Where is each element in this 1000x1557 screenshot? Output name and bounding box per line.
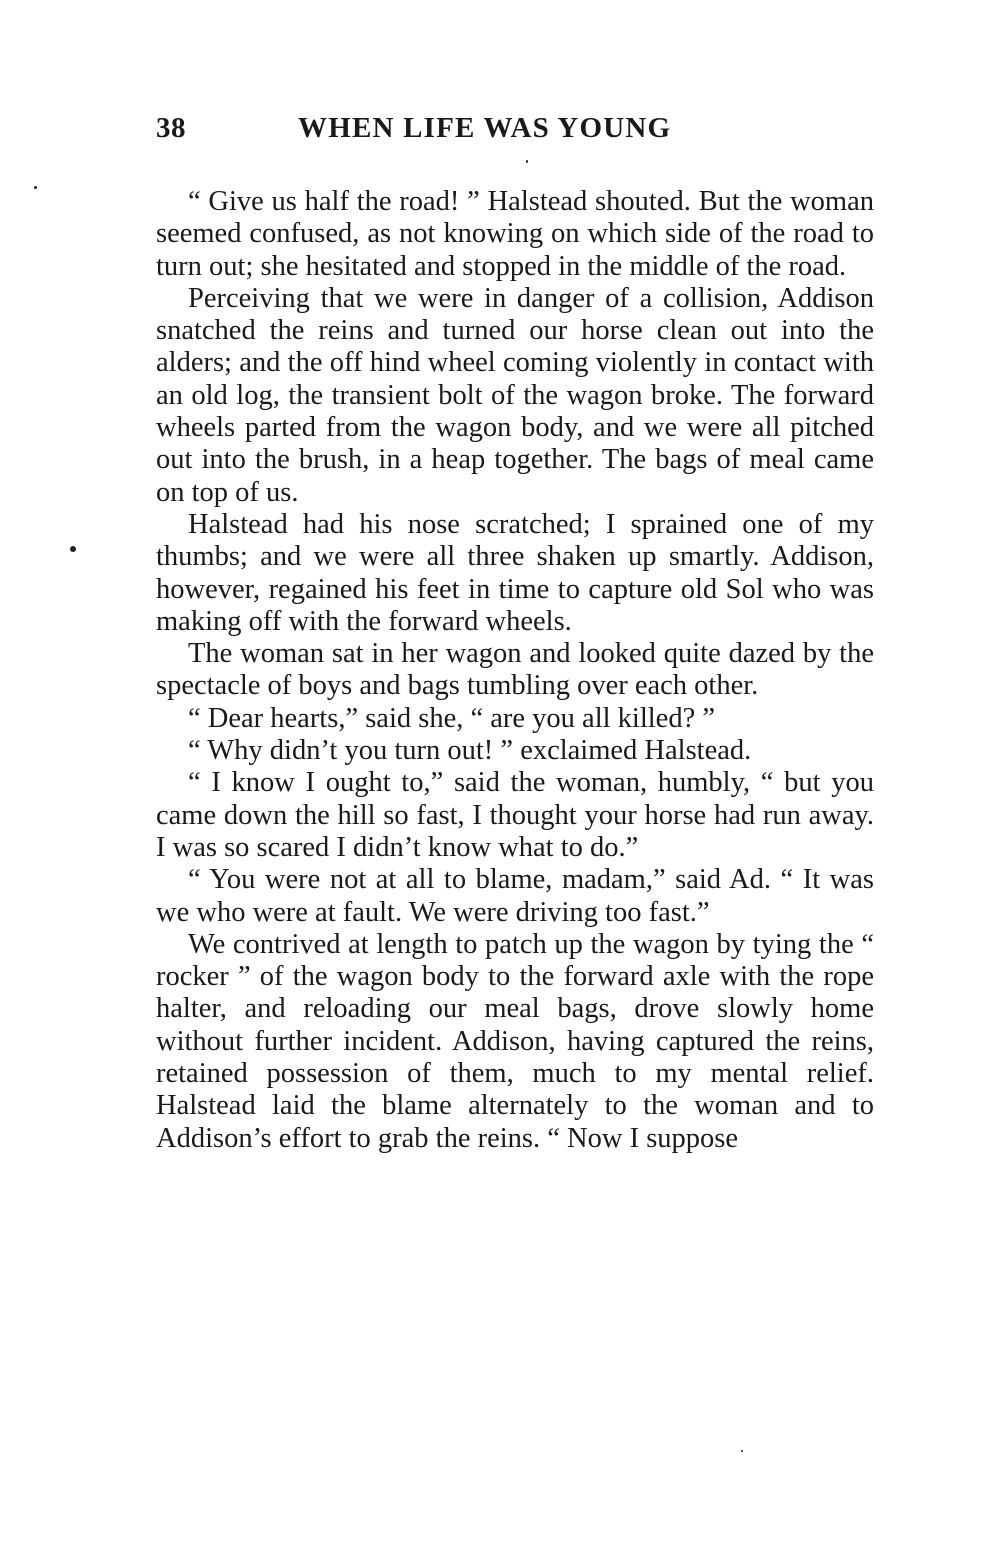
scan-speck <box>70 546 76 552</box>
paragraph: We contrived at length to patch up the wagon by tying the “ rocker ” of the wagon body to the forward axle with the rope halter, and reloading our meal bags, drove slowly home without further incident. Addison, having captured the reins, retained possession of them, much to my mental relief. Halstead laid the blame alternately to the woman and to Addison’s effort to grab the reins. “ Now I suppose <box>156 928 874 1154</box>
paragraph: The woman sat in her wagon and looked quite dazed by the spectacle of boys and bags tumbling over each other. <box>156 638 874 702</box>
paragraph: “ Why didn’t you turn out! ” exclaimed Halstead. <box>188 735 752 767</box>
body-text <box>156 186 874 1155</box>
paragraph: “ I know I ought to,” said the woman, humbly, “ but you came down the hill so fast, I thought your horse had run away. I was so scared I didn’t know what to do.” <box>156 767 874 863</box>
running-head <box>156 112 876 152</box>
page-number: 38 <box>156 112 186 144</box>
paragraph: Halstead had his nose scratched; I sprained one of my thumbs; and we were all three shaken up smartly. Addison, however, regained his feet in time to capture old Sol who was making off with the forward wheels. <box>156 508 874 637</box>
book-title: WHEN LIFE WAS YOUNG <box>298 112 672 144</box>
paragraph: “ Dear hearts,” said she, “ are you all killed? ” <box>188 702 715 734</box>
scan-speck <box>741 1450 743 1452</box>
paragraph: “ You were not at all to blame, madam,” said Ad. “ It was we who were at fault. We were driving too fast.” <box>156 864 874 928</box>
scan-speck <box>34 186 37 189</box>
paragraph: Perceiving that we were in danger of a collision, Addison snatched the reins and turned our horse clean out into the alders; and the off hind wheel coming violently in contact with an old log, the transient bolt of the wagon broke. The forward wheels parted from the wagon body, and we were all pitched out into the brush, in a heap together. The bags of meal came on top of us. <box>156 282 874 508</box>
scan-speck <box>526 160 528 163</box>
paragraph: “ Give us half the road! ” Halstead shouted. But the woman seemed confused, as not knowing on which side of the road to turn out; she hesitated and stopped in the middle of the road. <box>156 186 874 282</box>
